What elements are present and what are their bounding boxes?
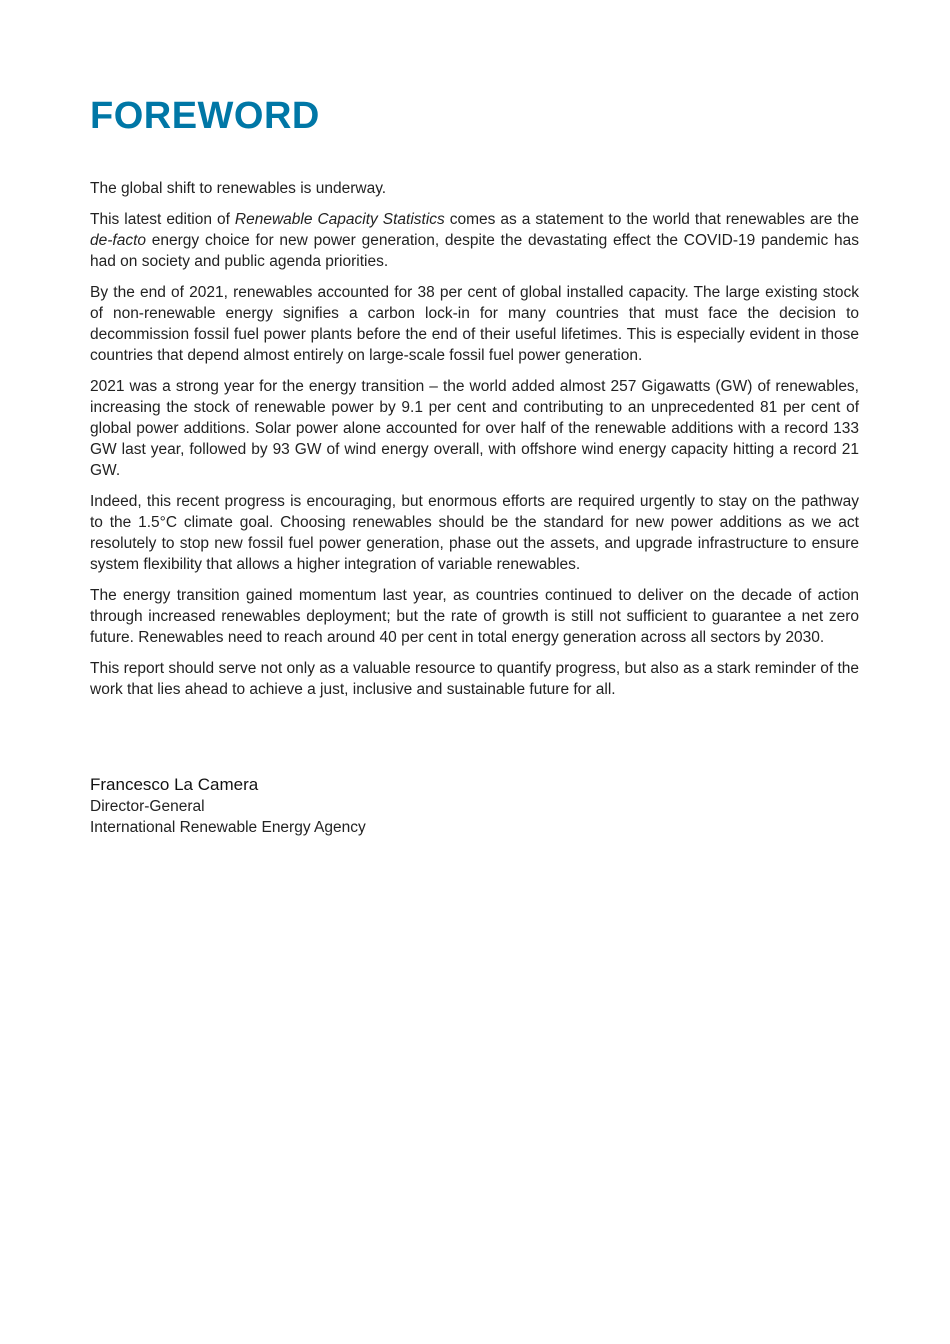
paragraph-6: The energy transition gained momentum last year, as countries continued to deliver on the decade of action through increased renewables deployment; but the rate of growth is still not sufficient to guarantee a net zero future. Renewables need to reach around 40 per cent in total energy generation across all sectors by 2030. [90, 587, 859, 646]
paragraph-2 [90, 209, 859, 272]
paragraph-3: By the end of 2021, renewables accounted for 38 per cent of global installed capacity. The large existing stock of non-renewable energy signifies a carbon lock-in for many countries that must face the decision to decommission fossil fuel power plants before the end of their useful lifetimes. This is especially evident in those countries that depend almost entirely on large-scale fossil fuel power generation. [90, 284, 859, 364]
signatory-role: Director-General [90, 798, 205, 815]
paragraph-2-part-c: comes as a statement to the world that renewables are the [444, 211, 859, 228]
signatory-name: Francesco La Camera [90, 775, 259, 794]
paragraph-2-part-e: energy choice for new power generation, despite the devastating effect the COVID-19 pandemic has had on society and public agenda priorities. [90, 232, 859, 270]
foreword-body [90, 178, 859, 710]
signature-block [90, 773, 590, 838]
paragraph-5: Indeed, this recent progress is encouraging, but enormous efforts are required urgently to stay on the pathway to the 1.5°C climate goal. Choosing renewables should be the standard for new power additions as we act resolutely to stop new fossil fuel power generation, phase out the assets, and upgrade infrastructure to ensure system flexibility that allows a higher integration of variable renewables. [90, 493, 859, 573]
page-title: FOREWORD [90, 95, 320, 137]
de-facto-italic: de-facto [90, 232, 147, 249]
paragraph-2-part-a: This latest edition of [90, 211, 235, 228]
paragraph-1: The global shift to renewables is underway. [90, 180, 387, 197]
report-title-italic: Renewable Capacity Statistics [234, 211, 445, 228]
paragraph-7: This report should serve not only as a valuable resource to quantify progress, but also as a stark reminder of the work that lies ahead to achieve a just, inclusive and sustainable future for all. [90, 660, 859, 698]
paragraph-4: 2021 was a strong year for the energy transition – the world added almost 257 Gigawatts (GW) of renewables, increasing the stock of renewable power by 9.1 per cent and contributing to an unprecedented 81 per cent of global power additions. Solar power alone accounted for over half of the renewable additions with a record 133 GW last year, followed by 93 GW of wind energy overall, with offshore wind energy capacity hitting a record 21 GW. [90, 378, 859, 479]
signatory-organization: International Renewable Energy Agency [90, 819, 366, 836]
